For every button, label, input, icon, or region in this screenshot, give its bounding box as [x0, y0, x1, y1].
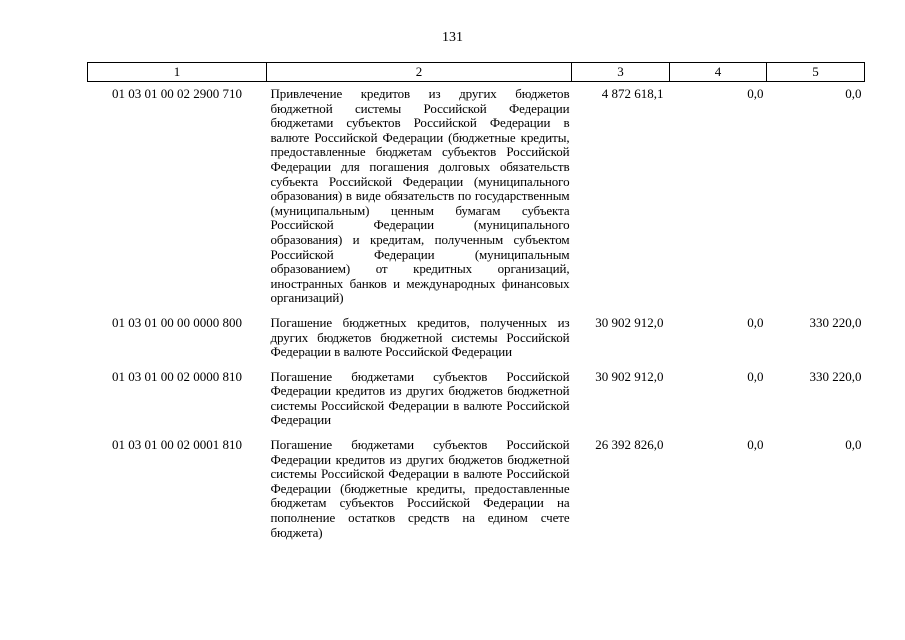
amount-col4: 0,0	[747, 437, 764, 453]
amount-col5: 330 220,0	[809, 368, 862, 384]
budget-code: 01 03 01 00 02 2900 710	[112, 86, 242, 101]
row-description: Привлечение кредитов из других бюджетов бюджетной системы Российской Федерации бюджетами субъектов Российской Федерации в валюте Российской Федерации (бюджетные кредиты, предоставленные бюджетам субъектов Российской Федерации для погашения долговых обязательств субъекта Российской Федерации (муниципального образования) в виде обязательств по государственным (муниципальным) ценным бумагам субъекта Российской Федерации (муниципального образования) и кредитам, полученным субъектом Российской Федерации (муниципальным образованием) от кредитных организаций, иностранных банков и международных финансовых организаций)	[270, 86, 570, 306]
amount-col3: 30 902 912,0	[595, 368, 664, 384]
table-row	[88, 438, 865, 550]
row-description: Погашение бюджетами субъектов Российской Федерации кредитов из других бюджетов бюджетной системы Российской Федерации в валюте Российской Федерации	[270, 368, 570, 428]
amount-col4: 0,0	[747, 368, 764, 384]
amount-col5: 330 220,0	[809, 314, 862, 330]
budget-table	[87, 62, 865, 550]
budget-code: 01 03 01 00 02 0001 810	[112, 437, 242, 453]
row-description: Погашение бюджетных кредитов, полученных из других бюджетов бюджетной системы Российской Федерации в валюте Российской Федерации	[270, 314, 570, 360]
budget-code: 01 03 01 00 00 0000 800	[112, 314, 242, 330]
table-header-row	[88, 63, 865, 82]
amount-col4: 0,0	[747, 314, 764, 330]
budget-code: 01 03 01 00 02 0000 810	[112, 368, 242, 384]
column-header-1: 1	[88, 63, 267, 82]
amount-col3: 4 872 618,1	[601, 86, 664, 101]
amount-col4: 0,0	[747, 86, 764, 101]
column-header-4: 4	[670, 63, 767, 82]
column-header-5: 5	[767, 63, 865, 82]
table-row	[88, 82, 865, 316]
amount-col3: 30 902 912,0	[595, 314, 664, 330]
table-row	[88, 370, 865, 438]
column-header-3: 3	[572, 63, 670, 82]
page-number: 131	[442, 30, 463, 45]
table-row	[88, 316, 865, 370]
column-header-2: 2	[267, 63, 572, 82]
amount-col5: 0,0	[845, 437, 862, 453]
amount-col3: 26 392 826,0	[595, 437, 664, 453]
row-description: Погашение бюджетами субъектов Российской Федерации кредитов из других бюджетов бюджетной системы Российской Федерации в валюте Российской Федерации (бюджетные кредиты, предоставленные бюджетам субъектов Российской Федерации на пополнение остатков средств на едином счете бюджета)	[270, 437, 570, 540]
amount-col5: 0,0	[845, 86, 862, 101]
